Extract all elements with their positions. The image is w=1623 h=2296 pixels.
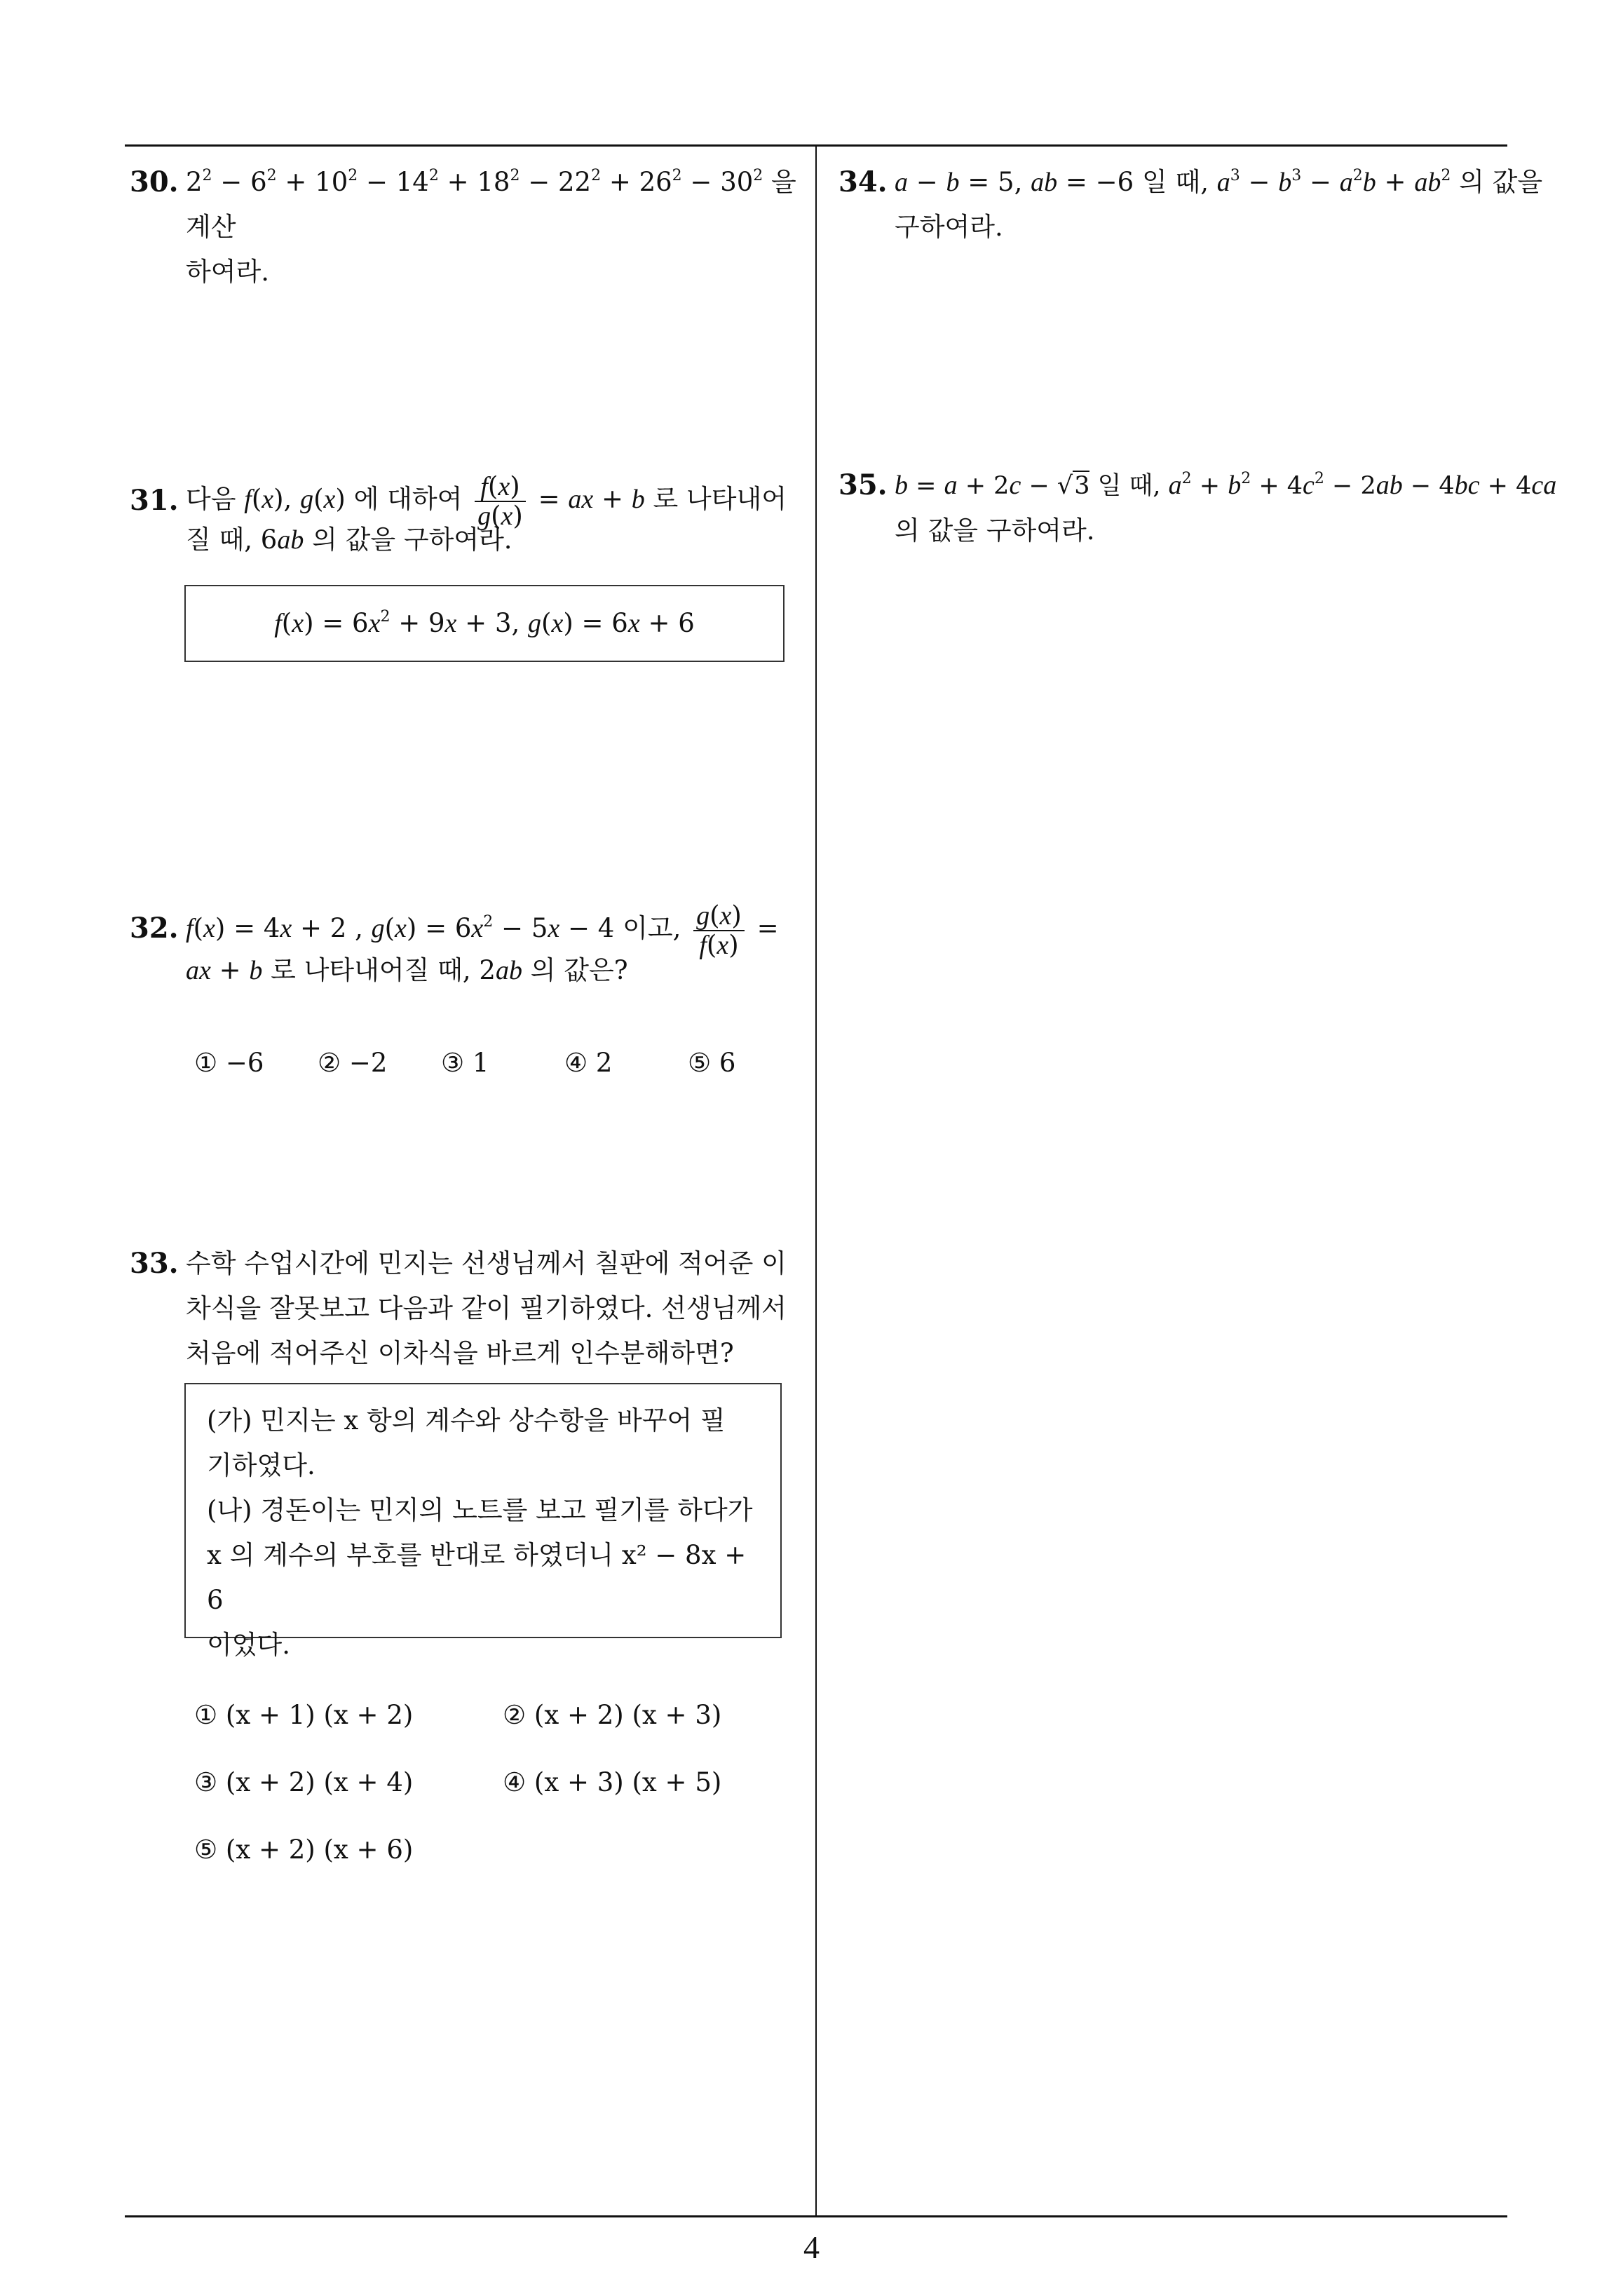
choice-2[interactable]: ② (x + 2) (x + 3) [503,1700,722,1730]
fraction: $\frac{g(x)}{f(x)}$ [693,902,745,959]
question-31 [130,466,803,562]
question-33-choices [194,1693,797,1865]
question-30 [130,160,803,295]
condition-line1: (가) 민지는 x 항의 계수와 상수항을 바꾸어 필 [207,1405,726,1436]
column-divider [815,144,817,2217]
condition-line4: x 의 계수의 부호를 반대로 하였더니 x² − 8x + 6 [207,1540,747,1615]
question-30-expression: $2^2 - 6^2 + 10^2 - 14^2 + 18^2 - 22^2 + 26^2 - 30^2$ 을 계산 [186,167,796,242]
question-35 [838,463,1557,553]
question-number: 31. [130,484,179,517]
bottom-rule [125,2215,1507,2217]
question-30-line2: 하여라. [186,257,269,287]
right-column [838,0,1557,2209]
question-31-line2: 질 때, 6ab 의 값을 구하여라. [186,525,512,555]
question-31-line1: 다음 f(x), g(x) 에 대하여 $\frac{f(x)}{g(x)}$ = ax + b 로 나타내어 [186,471,787,531]
condition-line2: 기하였다. [207,1450,315,1480]
question-35-line2: 의 값을 구하여라. [895,515,1095,546]
choice-3[interactable]: ③ (x + 2) (x + 4) [194,1767,414,1797]
left-column [130,0,803,2209]
question-number: 32. [130,912,179,945]
question-33-line3: 처음에 적어주신 이차식을 바르게 인수분해하면? [186,1338,734,1368]
question-number: 33. [130,1247,179,1280]
question-34-line2: 구하여라. [895,212,1003,242]
question-number: 30. [130,166,179,198]
question-34 [838,160,1543,250]
condition-line3: (나) 경돈이는 민지의 노트를 보고 필기를 하다가 [207,1495,753,1525]
question-33 [130,1241,803,1376]
page-number: 4 [803,2229,820,2265]
choice-1[interactable]: ① (x + 1) (x + 2) [194,1700,414,1730]
question-32 [130,895,803,993]
condition-line5: 이었다. [207,1630,290,1660]
choice-5[interactable]: ⑤ 6 [688,1048,736,1078]
condition-box [184,1383,782,1660]
choice-4[interactable]: ④ (x + 3) (x + 5) [503,1767,722,1797]
given-functions-box: $f(x) = 6x^2 + 9x + 3$, g(x) = 6x + 6 [184,585,785,662]
choice-1[interactable]: ① −6 [194,1048,264,1078]
question-33-line1: 수학 수업시간에 민지는 선생님께서 칠판에 적어준 이 [186,1248,787,1278]
question-32-choices [194,1041,797,1086]
question-33-line2: 차식을 잘못보고 다음과 같이 필기하였다. 선생님께서 [186,1293,787,1323]
choice-3[interactable]: ③ 1 [441,1048,489,1078]
question-number: 35. [838,468,888,501]
choice-2[interactable]: ② −2 [318,1048,388,1078]
choice-5[interactable]: ⑤ (x + 2) (x + 6) [194,1835,414,1865]
question-number: 34. [838,166,888,198]
question-32-line1: f(x) = 4x + 2 , $g(x) = 6x^2 - 5x - 4$ 이고, $\frac{g(x)}{f(x)}$ = [186,900,779,960]
choice-4[interactable]: ④ 2 [564,1048,613,1078]
question-32-line2: ax + b 로 나타내어질 때, 2ab 의 값은? [186,955,628,985]
question-35-line1: b = a + 2c − √3 일 때, $a^2 + b^2 + 4c^2 - 2ab - 4bc + 4ca$ [895,470,1557,500]
fraction: $\frac{f(x)}{g(x)}$ [475,473,526,530]
question-34-line1: a − b = 5, ab = −6 일 때, $a^3 - b^3 - a^2b + ab^2$ 의 값을 [895,167,1543,197]
